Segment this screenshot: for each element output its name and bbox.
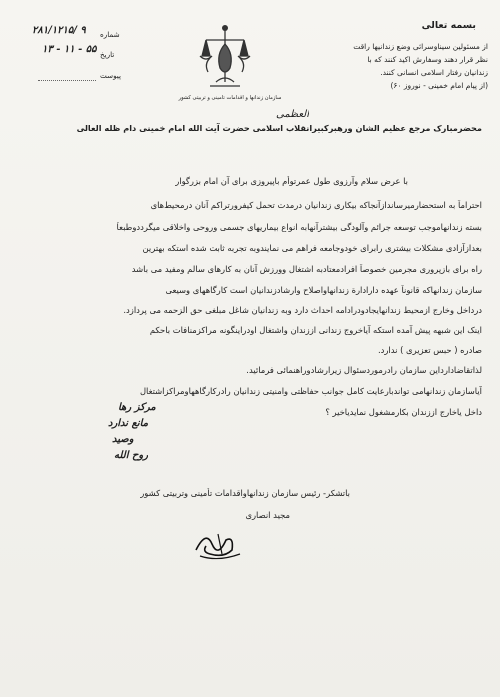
handwritten-reply-line-2: مانع ندارد — [108, 418, 149, 429]
attachment-line — [38, 80, 96, 81]
question-line-2: داخل یاخارج اززندان بکارمشغول نمایدیاخیر ؟ — [325, 407, 482, 417]
imam-quote-line-1: از مسئولین سیناوسرائی وضع زندانیها راقت — [353, 42, 488, 51]
date-label: تاریخ — [100, 50, 115, 59]
date-value: ۱۳ - ۱۱ - ۵۵ — [42, 44, 97, 55]
question-intro: لذاتقاضادارداین سازمان رادرموردسئوال زیرارشادوراهنمائی فرمائید. — [246, 365, 482, 375]
signer-name: مجید انصاری — [245, 510, 290, 520]
body-line-4: راه برای بازپروری مجرمین خصوصاً افرادمعتادبه اشتغال وورزش آنان به کارهای سالم ومفید می باشد — [131, 264, 482, 274]
attachment-label: پیوست — [100, 71, 121, 80]
salutation: محضرمبارک مرجع عظیم الشان ورهبرکبیرانقلاب اسلامی حضرت آیت الله امام خمینی دام ظله العالی — [76, 123, 482, 133]
imam-quote-line-3: زندانیان رفتار اسلامی انسانی کنند. — [380, 68, 488, 77]
question-line-1: آیاسازمان زندانهامی تواندبارعایت کامل جوانب حفاظتی وامنیتی زندانیان رادرکارگاههاومراکزاشتغال — [139, 386, 482, 396]
handwritten-annotation-top: العظمی — [276, 109, 309, 120]
bismillah: بسمه تعالی — [421, 20, 476, 31]
number-value: ۲۸۱/۱۲۱۵/ ۹ — [32, 25, 86, 36]
body-line-3: بعدازآزادی مشکلات بیشتری رابرای خودوجامعه فراهم می نمایندوبه تجربه ثابت شده استکه بهترین — [142, 243, 482, 253]
body-line-8: صادره ( حبس تعزیری ) ندارد. — [377, 345, 482, 355]
body-line-2: بسته زندانهاموجب توسعه جرائم وآلودگی بیشترآنهابه انواع بیماریهای جسمی وروحی واخلاقی میگرددوطبعاً — [116, 222, 482, 232]
imam-quote-line-2: نظر قرار دهند وسفارش اکید کنند که با — [367, 55, 488, 64]
greeting: با عرض سلام وآرزوی طول عمرتوأم باپیروزی برای آن امام بزرگوار — [175, 176, 408, 186]
handwritten-reply-line-1: مرکز رها — [118, 402, 156, 413]
body-line-1: احتراماً به استحضارمیرساندازآنجاکه بیکاری زندانیان درمدت تحمل کیفرورتراکم آنان درمحیط‌های — [150, 200, 482, 210]
handwritten-reply-line-3: وصید — [112, 434, 134, 445]
emblem-caption: سازمان زندانها و اقدامات تامینی و تربیتی کشور — [178, 95, 282, 101]
number-label: شماره — [100, 30, 120, 39]
organization-emblem-icon — [196, 22, 254, 94]
body-line-5: سازمان زندانهاکه قانوناً عهده دارادارة زندانهاواصلاح وارشادزندانیان است کارگاههای وسیعی — [165, 285, 482, 295]
handwritten-reply-line-4: روح الله — [114, 450, 149, 461]
signature-icon — [188, 524, 248, 564]
body-line-7: اینک این شبهه پیش آمده استکه آیاخروج زندانی اززندان واشتغال اودراینگونه مراکزمنافات باحکم — [149, 325, 482, 335]
closing-line: باتشکر- رئیس سازمان زندانهاواقدامات تأمینی وتربیتی کشور — [140, 488, 350, 498]
imam-quote-source: (از پیام امام خمینی - نوروز ۶۰) — [390, 81, 488, 90]
body-line-6: درداخل وخارج ازمحیط زندانهایجادودرادامه احداث دارد وبه زندانیان شاغل مبلغی حق الزحمه می پردازد. — [123, 305, 482, 315]
